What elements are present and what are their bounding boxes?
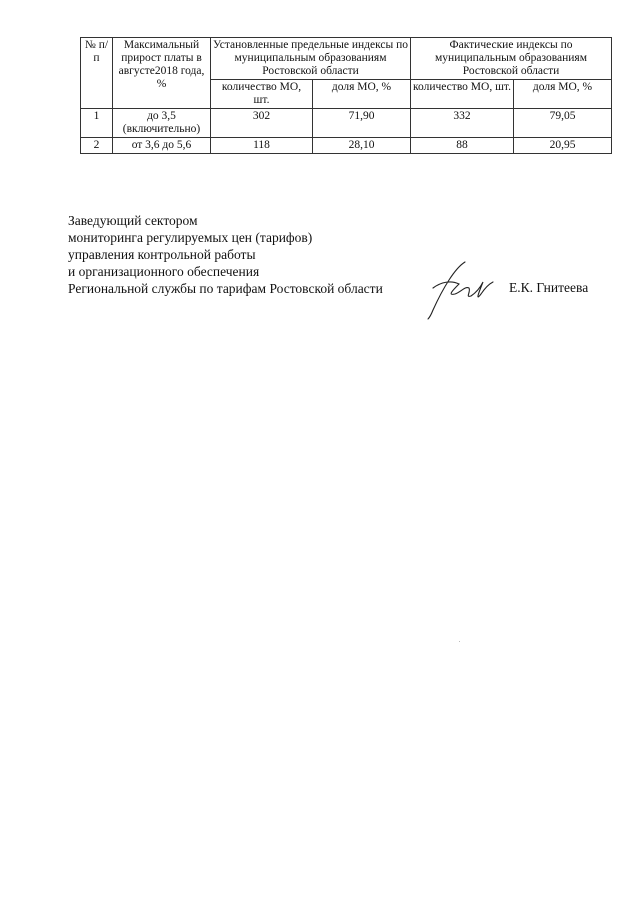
table-row [81,109,612,138]
header-actual-indices: Фактические индексы по муниципальным образованиям Ростовской области [411,38,612,80]
row-act-count: 88 [411,138,514,154]
header-set-indices: Установленные предельные индексы по муниципальным образованиям Ростовской области [211,38,411,80]
position-line: мониторинга регулируемых цен (тарифов) [68,230,313,245]
row-num: 1 [81,109,113,138]
row-act-share: 20,95 [514,138,612,154]
table-header-row [81,38,612,80]
scan-speck [459,641,460,642]
position-line: Заведующий сектором [68,213,198,228]
tariff-index-table [80,37,612,154]
table-row [81,138,612,154]
header-set-count: количество МО, шт. [211,80,313,109]
signer-name: Е.К. Гнитеева [509,280,589,295]
header-growth: Максимальный прирост платы в августе2018 года, % [113,38,211,109]
row-set-share: 71,90 [313,109,411,138]
row-set-count: 118 [211,138,313,154]
row-range: до 3,5 (включительно) [113,109,211,138]
header-act-share: доля МО, % [514,80,612,109]
row-set-share: 28,10 [313,138,411,154]
position-line: Региональной службы по тарифам Ростовской области [68,281,383,296]
header-act-count: количество МО, шт. [411,80,514,109]
row-act-count: 332 [411,109,514,138]
row-act-share: 79,05 [514,109,612,138]
header-num: № п/п [81,38,113,109]
row-set-count: 302 [211,109,313,138]
position-line: управления контрольной работы [68,247,256,262]
header-set-share: доля МО, % [313,80,411,109]
handwritten-signature [425,258,495,320]
signature-block [68,212,383,297]
position-line: и организационного обеспечения [68,264,260,279]
row-num: 2 [81,138,113,154]
row-range: от 3,6 до 5,6 [113,138,211,154]
